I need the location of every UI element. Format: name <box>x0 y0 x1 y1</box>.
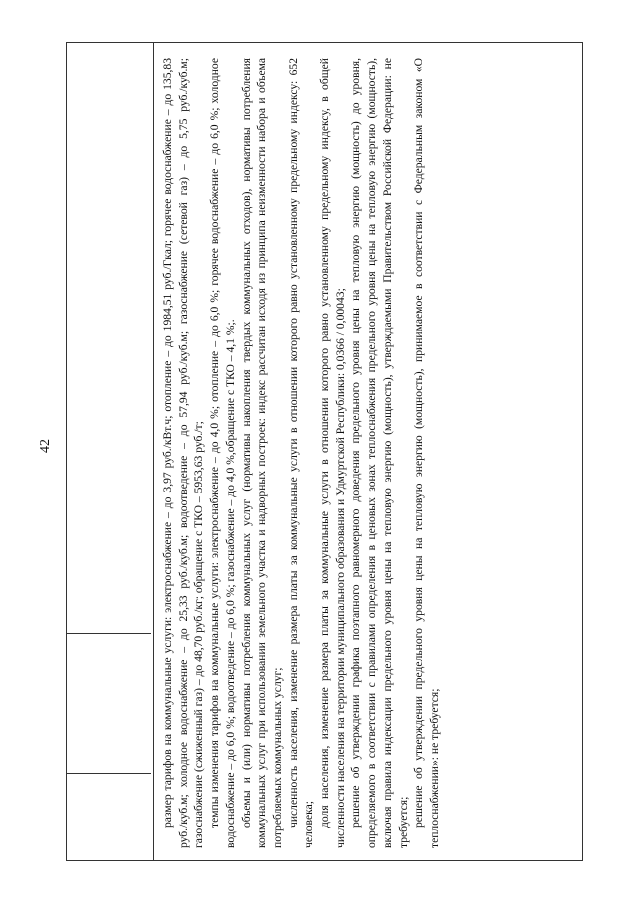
paragraph-population: численность населения, изменение размера платы за коммунальные услуги в отношении которого равно установленному предельному индексу: 652 человека; <box>286 58 316 848</box>
empty-cell-bottom <box>67 773 153 862</box>
document-table <box>66 42 583 861</box>
empty-left-column <box>67 43 153 860</box>
paragraph-consumption-norms: объемы и (или) нормативы потребления коммунальных услуг (нормативы накопления твердых коммунальных отходов), нормативы потребления коммунальных услуг при использовании земельного участка и надворных построек: индекс рассчитан исходя из принципа неизменности набора и объема потребляемых коммунальных услуг; <box>239 58 284 848</box>
rotated-text-block <box>160 58 443 848</box>
paragraph-heat-price-schedule: решение об утверждении графика поэтапного равномерного доведения предельного уровня цены на тепловую энергию (мощность) до уровня, определяемого в соответствии с правилами определения в ценовых зонах теплоснабжения предельного уровня цены на тепловую энергию (мощность), включая правила индексации предельного уровня цены на тепловую энергию (мощность), утверждаемыми Правительством Российской Федерации: не требуется; <box>349 58 410 848</box>
paragraph-tariff-sizes: размер тарифов на коммунальные услуги: электроснабжение – до 3,97 руб./кВт.ч; отопление – до 1984,51 руб./Гкал; горячее водоснабжение – до 135,83 руб./куб.м; холодное водоснабжение – до 25,33 руб./куб.м; водоотведение – до 57,94 руб./куб.м; газоснабжение (сетевой газ) – до 5,75 руб./куб.м; газоснабжение (сжиженный газ) – до 48,70 руб./кг; обращение с ТКО – 5953,63 руб./т; <box>161 58 206 848</box>
cell-divider <box>67 773 151 774</box>
cell-divider <box>67 633 151 634</box>
paragraph-population-share: доля населения, изменение размера платы за коммунальные услуги в отношении которого равно установленному предельному индексу, в общей численности населения на территории муниципального образования и Удмуртской Республики: 0,0366 / 0,00043; <box>318 58 347 848</box>
paragraph-tariff-rates: темпы изменения тарифов на коммунальные услуги: электроснабжение – до 4,0 %; отопление – до 6,0 %; горячее водоснабжение – до 6,0 %; холодное водоснабжение – до 6,0 %; водоотведение – до 6,0 %; газоснабжение – до 4,0 %,обращение с ТКО – 4,1 %;. <box>208 58 237 848</box>
empty-cell-middle <box>67 633 153 773</box>
content-cell <box>153 43 584 862</box>
empty-cell-top <box>67 43 153 633</box>
paragraph-heat-price-limit: решение об утверждении предельного уровня цены на тепловую энергию (мощность), принимаемое в соответствии с Федеральным законом «О теплоснабжении»: не требуется; <box>412 58 441 848</box>
page-number: 42 <box>38 439 53 453</box>
